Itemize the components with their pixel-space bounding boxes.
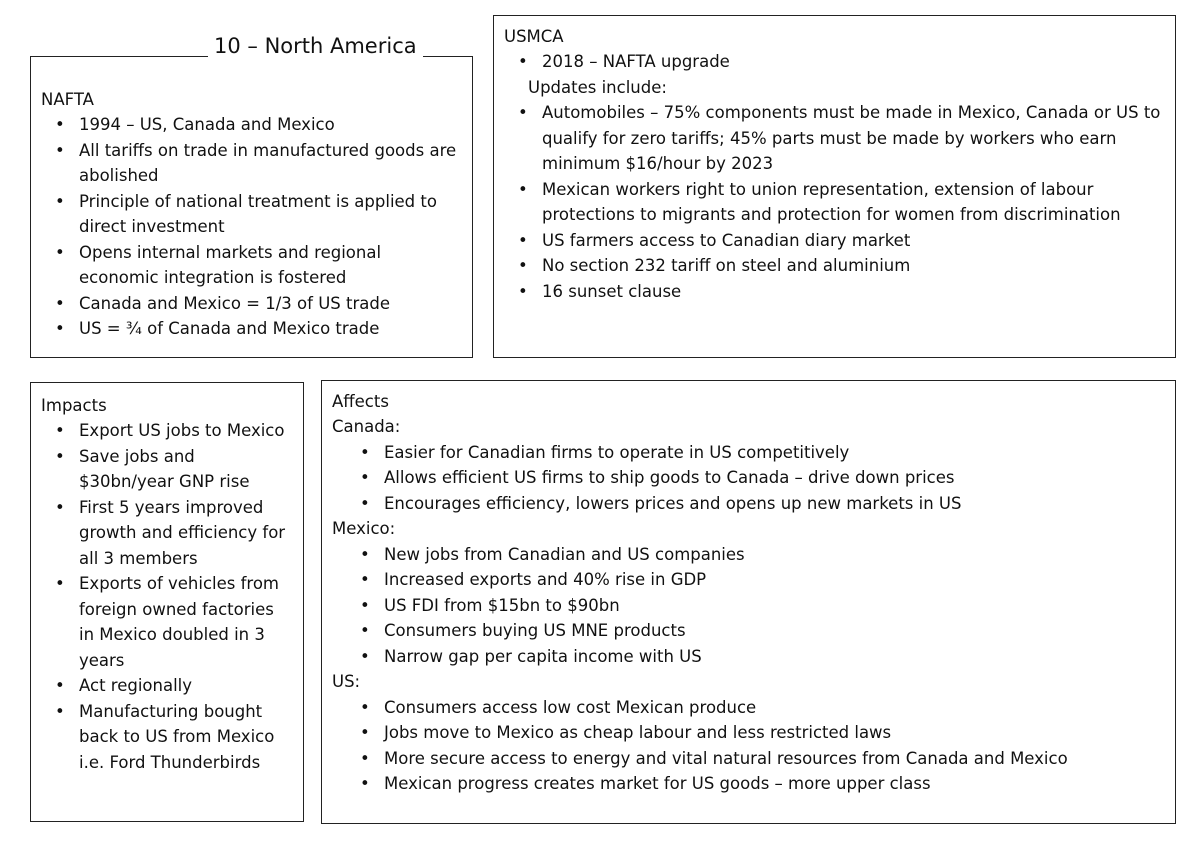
list-item: • Save jobs and $30bn/year GNP rise <box>41 444 293 495</box>
list-item: • Narrow gap per capita income with US <box>346 644 1165 670</box>
list-item: • Increased exports and 40% rise in GDP <box>346 567 1165 593</box>
canada-label: Canada: <box>332 417 401 436</box>
list-item: • 16 sunset clause <box>504 279 1165 305</box>
list-item: • Allows efficient US firms to ship goods to Canada – drive down prices <box>346 465 1165 491</box>
us-list <box>332 695 1165 797</box>
list-item: • Export US jobs to Mexico <box>41 418 293 444</box>
list-item: • Mexican progress creates market for US goods – more upper class <box>346 771 1165 797</box>
canada-list <box>332 440 1165 517</box>
list-item: • Automobiles – 75% components must be made in Mexico, Canada or US to qualify for zero tariffs; 45% parts must be made by workers who earn minimum $16/hour by 2023 <box>504 100 1165 177</box>
bullet-icon: • <box>55 191 65 211</box>
bullet-icon: • <box>55 574 65 593</box>
bullet-icon: • <box>55 115 65 134</box>
list-item: • Encourages efficiency, lowers prices and opens up new markets in US <box>346 491 1165 517</box>
bullet-icon: • <box>55 701 65 721</box>
list-item: • No section 232 tariff on steel and aluminium <box>504 253 1165 279</box>
list-item: • Consumers buying US MNE products <box>346 618 1165 644</box>
bullet-icon: • <box>360 748 370 768</box>
usmca-list <box>504 100 1165 304</box>
bullet-icon: • <box>360 697 370 717</box>
bullet-icon: • <box>360 570 370 589</box>
mexico-label: Mexico: <box>332 519 396 538</box>
list-item: • Manufacturing bought back to US from Mexico i.e. Ford Thunderbirds <box>41 699 293 776</box>
affects-box <box>321 380 1176 824</box>
list-item: • Exports of vehicles from foreign owned factories in Mexico doubled in 3 years <box>41 571 293 673</box>
bullet-icon: • <box>518 179 528 199</box>
bullet-icon: • <box>360 595 370 615</box>
bullet-icon: • <box>518 52 528 71</box>
list-item: • US farmers access to Canadian diary market <box>504 228 1165 254</box>
bullet-icon: • <box>55 319 65 338</box>
list-item: • Principle of national treatment is applied to direct investment <box>41 189 462 240</box>
bullet-icon: • <box>55 242 65 262</box>
bullet-icon: • <box>55 140 65 160</box>
list-item: • More secure access to energy and vital natural resources from Canada and Mexico <box>346 746 1165 772</box>
bullet-icon: • <box>55 676 65 695</box>
bullet-icon: • <box>360 544 370 564</box>
bullet-icon: • <box>360 493 370 513</box>
usmca-box <box>493 15 1176 358</box>
bullet-icon: • <box>55 446 65 466</box>
impacts-list <box>41 418 293 775</box>
impacts-box <box>30 382 304 822</box>
list-item: • All tariffs on trade in manufactured goods are abolished <box>41 138 462 189</box>
usmca-updates-label: Updates include: <box>528 77 667 97</box>
bullet-icon: • <box>518 256 528 275</box>
bullet-icon: • <box>518 103 528 122</box>
bullet-icon: • <box>360 468 370 487</box>
bullet-icon: • <box>360 646 370 666</box>
list-item: • Easier for Canadian firms to operate in US competitively <box>346 440 1165 466</box>
bullet-icon: • <box>55 293 65 313</box>
affects-header: Affects <box>332 392 389 411</box>
bullet-icon: • <box>55 421 65 440</box>
list-item: • Canada and Mexico = 1/3 of US trade <box>41 291 462 317</box>
list-item: • US = ¾ of Canada and Mexico trade <box>41 316 462 342</box>
list-item: • 2018 – NAFTA upgrade <box>504 49 1165 75</box>
impacts-header: Impacts <box>41 396 107 415</box>
bullet-icon: • <box>360 442 370 462</box>
mexico-list <box>332 542 1165 670</box>
bullet-icon: • <box>518 281 528 301</box>
bullet-icon: • <box>360 723 370 742</box>
bullet-icon: • <box>360 621 370 640</box>
list-item: • Consumers access low cost Mexican produce <box>346 695 1165 721</box>
list-item: • Mexican workers right to union representation, extension of labour protections to migrants and protection for women from discrimination <box>504 177 1165 228</box>
list-item: • New jobs from Canadian and US companies <box>346 542 1165 568</box>
list-item: • Jobs move to Mexico as cheap labour and less restricted laws <box>346 720 1165 746</box>
bullet-icon: • <box>518 230 528 250</box>
list-item: • Opens internal markets and regional economic integration is fostered <box>41 240 462 291</box>
usmca-header: USMCA <box>504 27 564 46</box>
bullet-icon: • <box>55 497 65 517</box>
nafta-box <box>30 56 473 358</box>
list-item: • 1994 – US, Canada and Mexico <box>41 112 462 138</box>
list-item: • First 5 years improved growth and efficiency for all 3 members <box>41 495 293 572</box>
usmca-first-list <box>504 49 1165 75</box>
nafta-list <box>41 112 462 342</box>
bullet-icon: • <box>360 774 370 793</box>
us-label: US: <box>332 672 361 691</box>
nafta-header: NAFTA <box>41 90 94 109</box>
list-item: • Act regionally <box>41 673 293 699</box>
list-item: • US FDI from $15bn to $90bn <box>346 593 1165 619</box>
page-title: 10 – North America <box>208 34 423 58</box>
